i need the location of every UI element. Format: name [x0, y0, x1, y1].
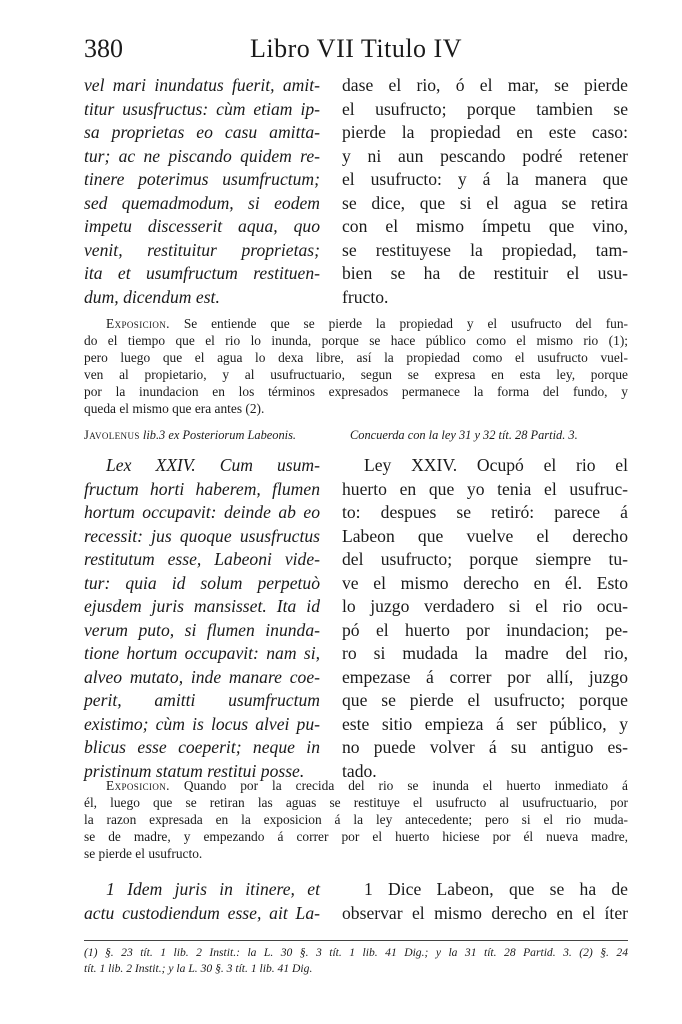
text-line: restitutum esse, Labeoni vide-	[84, 549, 320, 569]
text-line: to: despues se retiró: parece á	[342, 502, 628, 522]
text-line: Labeon que vuelve el derecho	[342, 525, 628, 546]
text-line: actu custodiendum esse, ait La-	[84, 902, 320, 923]
text-line: Ley XXIV. Ocupó el rio el	[364, 455, 628, 475]
spanish-column-2	[342, 454, 628, 783]
exposicion-label: Exposicion.	[106, 316, 170, 331]
text-line: vel mari inundatus fuerit, amit-	[84, 75, 320, 95]
text-line: sed quemadmodum, si eodem	[84, 192, 320, 213]
text-line: ve el mismo derecho en él. Esto	[342, 572, 628, 593]
text-line: 1 Dice Labeon, que se ha de	[364, 879, 628, 899]
exposicion-paragraph-2	[84, 778, 628, 863]
text-line: verum puto, si flumen inunda-	[84, 619, 320, 640]
text-line	[84, 316, 628, 333]
text-line: que se pierde el usufructo; porque	[342, 690, 628, 710]
text-line: tinere poterimus usumfructum;	[84, 169, 320, 189]
text-line: por la inundacion en los términos expresados permanece la forma del fundo, y	[84, 383, 628, 399]
text-line: pristinum statum restitui posse.	[84, 760, 305, 781]
text-line: perit, amitti usumfructum	[84, 690, 320, 710]
text-line: existimo; cùm is locus alvei pu-	[84, 713, 320, 734]
source-author: Javolenus	[84, 428, 140, 442]
concordance-text: Concuerda con la ley 31 y 32 tít. 28 Partid. 3.	[350, 428, 578, 442]
text-line: recessit: jus quoque ususfructus	[84, 525, 320, 546]
text-line: bien se ha de restituir el usu-	[342, 263, 628, 283]
text-line: se pierde el usufructo.	[84, 845, 203, 861]
text-line: ejusdem juris mansisset. Ita id	[84, 596, 320, 616]
text-line: tione hortum occupavit: nam si,	[84, 643, 320, 663]
text-line: la razon expresada en la exposicion á la ley antecedente; pero si el rio muda-	[84, 811, 628, 827]
page-header	[84, 28, 628, 68]
text-line: alveo mutato, inde manare coe-	[84, 666, 320, 687]
latin-source-reference	[84, 428, 296, 443]
text-line: con el mismo ímpetu que vino,	[342, 216, 628, 236]
text-line: huerto en que yo tenia el usufruc-	[342, 478, 628, 499]
spanish-column-1	[342, 74, 628, 309]
text-line: ro si mudada la madre del rio,	[342, 643, 628, 663]
text-line: pero luego que el agua lo dexa libre, así la propiedad como el usufructo vuel-	[84, 349, 628, 365]
text-line: del usufructo; porque siempre tu-	[342, 549, 628, 569]
text-line: fructum horti haberem, flumen	[84, 478, 320, 499]
latin-column-2	[84, 454, 320, 783]
text-line: el usufructo: y á la manera que	[342, 169, 628, 189]
footnote-line: (1) §. 23 tít. 1 lib. 2 Instit.: la L. 30 §. 3 tít. 1 lib. 41 Dig.; y la 31 tít. 28 Partid. 3. (2) §. 24	[84, 946, 628, 959]
text-line: se dice, que si el agua se retira	[342, 192, 628, 213]
text-line: do el tiempo que el rio lo inunda, porque se hace público como el mismo rio (1);	[84, 332, 628, 348]
source-work: lib.3 ex Posteriorum Labeonis.	[142, 428, 297, 442]
text-line: ven al propietario, y al usufructuario, segun se expresa en esta ley, porque	[84, 366, 628, 382]
text-line: dum, dicendum est.	[84, 286, 220, 307]
spanish-column-3	[342, 878, 628, 925]
text-line: pó el huerto por inundacion; pe-	[342, 619, 628, 640]
text-line: y ni aun pescando podré retener	[342, 145, 628, 166]
exposicion-label: Exposicion.	[106, 778, 170, 793]
latin-column-3	[84, 878, 320, 925]
text-segment: Se entiende que se pierde la propiedad y el usufructo del fun-	[183, 316, 628, 331]
text-line: empezase á correr por allí, juzgo	[342, 666, 628, 687]
text-line: se de madre, y empezando á correr por el huerto hiciese por él nueva madre,	[84, 828, 628, 844]
text-line: tur: quia id solum perpetuò	[84, 572, 320, 593]
text-line: titur ususfructus: cùm etiam ip-	[84, 98, 320, 119]
footnote-line: tít. 1 lib. 2 Instit.; y la L. 30 §. 3 tít. 1 lib. 41 Dig.	[84, 961, 313, 975]
text-line: hortum occupavit: deinde ab eo	[84, 502, 320, 522]
text-line: observar el mismo derecho en el íter	[342, 902, 628, 923]
spanish-concordance-reference	[350, 428, 578, 443]
text-segment: Quando por la crecida del rio se inunda el huerto inmediato á	[183, 778, 628, 793]
text-line: impetu discesserit aqua, quo	[84, 216, 320, 236]
text-line: queda el mismo que era antes (2).	[84, 400, 265, 416]
text-line: se restituyese la propiedad, tam-	[342, 239, 628, 260]
text-line: fructo.	[342, 286, 389, 307]
text-line: venit, restituitur proprietas;	[84, 239, 320, 260]
text-line: este sitio empieza á ser público, y	[342, 713, 628, 734]
exposicion-paragraph-1	[84, 316, 628, 417]
text-line: 1 Idem juris in itinere, et	[106, 879, 320, 899]
text-line: ita et usumfructum restituen-	[84, 263, 320, 283]
text-line: lo juzgo verdadero si el rio ocu-	[342, 596, 628, 616]
text-line: tur; ac ne piscando quidem re-	[84, 145, 320, 166]
page-number: 380	[84, 34, 123, 63]
text-line: dase el rio, ó el mar, se pierde	[342, 75, 628, 95]
text-line: él, luego que se retiran las aguas se restituye el usufructo al usufructuario, por	[84, 794, 628, 810]
text-line	[84, 778, 628, 795]
latin-column-1	[84, 74, 320, 309]
text-line: tado.	[342, 760, 377, 781]
text-line: pierde la propiedad en este caso:	[342, 122, 628, 142]
text-line: el usufructo; porque tambien se	[342, 98, 628, 119]
footnotes	[84, 940, 628, 976]
running-title: Libro VII Titulo IV	[250, 34, 462, 63]
text-line: Lex XXIV. Cum usum-	[106, 455, 320, 475]
text-line: blicus esse coeperit; neque in	[84, 737, 320, 757]
text-line: no puede volver á su antiguo es-	[342, 737, 628, 757]
text-line: sa proprietas eo casu amitta-	[84, 122, 320, 142]
